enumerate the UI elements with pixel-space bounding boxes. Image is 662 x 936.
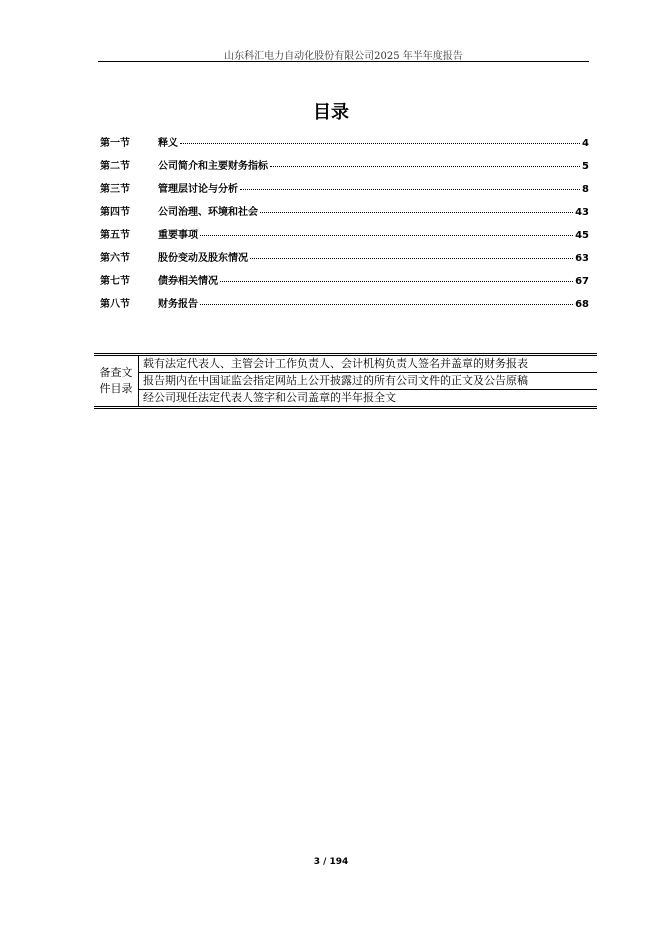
toc-section-number: 第二节: [100, 161, 130, 172]
reference-heading-line: 备查文: [99, 366, 133, 379]
reference-documents-heading: [94, 355, 139, 408]
toc-entry[interactable]: [100, 249, 589, 272]
toc-entry[interactable]: [100, 272, 589, 295]
report-header: 山东科汇电力自动化股份有限公司2025 年半年度报告: [224, 51, 463, 62]
table-of-contents: [100, 134, 589, 318]
toc-leader-dots: [250, 258, 573, 259]
toc-leader-dots: [240, 189, 580, 190]
table-row: [94, 373, 597, 390]
toc-entry[interactable]: [100, 203, 589, 226]
toc-entry[interactable]: [100, 157, 589, 180]
toc-section-number: 第一节: [100, 138, 130, 149]
toc-page-number: 63: [575, 253, 589, 264]
reference-heading-line: 件目录: [99, 382, 133, 395]
toc-section-label[interactable]: 股份变动及股东情况: [158, 253, 248, 264]
toc-section-number: 第七节: [100, 276, 130, 287]
toc-section-label[interactable]: 债券相关情况: [158, 276, 218, 287]
toc-leader-dots: [200, 235, 573, 236]
toc-leader-dots: [260, 212, 573, 213]
toc-entry[interactable]: [100, 134, 589, 157]
toc-entry[interactable]: [100, 295, 589, 318]
reference-document-item: 报告期内在中国证监会指定网站上公开披露过的所有公司文件的正文及公告原稿: [139, 373, 598, 390]
toc-page-number: 67: [575, 276, 589, 287]
toc-entry[interactable]: [100, 180, 589, 203]
table-row: [94, 355, 597, 373]
toc-section-number: 第六节: [100, 253, 130, 264]
reference-document-item: 经公司现任法定代表人签字和公司盖章的半年报全文: [139, 390, 598, 408]
toc-leader-dots: [200, 304, 573, 305]
toc-section-label[interactable]: 公司简介和主要财务指标: [158, 161, 268, 172]
table-row: [94, 390, 597, 408]
toc-section-number: 第八节: [100, 299, 130, 310]
toc-title: 目录: [313, 102, 349, 123]
toc-page-number: 45: [575, 230, 589, 241]
reference-document-item: 载有法定代表人、主管会计工作负责人、会计机构负责人签名并盖章的财务报表: [143, 357, 528, 370]
toc-leader-dots: [180, 143, 580, 144]
toc-page-number: 43: [575, 207, 589, 218]
toc-section-label[interactable]: 重要事项: [158, 230, 198, 241]
reference-documents-table: [94, 353, 597, 409]
toc-page-number: 5: [582, 161, 589, 172]
toc-page-number: 4: [582, 138, 589, 149]
toc-section-label[interactable]: 管理层讨论与分析: [158, 184, 238, 195]
toc-section-number: 第四节: [100, 207, 130, 218]
toc-leader-dots: [270, 166, 580, 167]
header-divider: [98, 61, 589, 62]
toc-section-label[interactable]: 公司治理、环境和社会: [158, 207, 258, 218]
toc-entry[interactable]: [100, 226, 589, 249]
toc-page-number: 68: [575, 299, 589, 310]
toc-leader-dots: [220, 281, 573, 282]
toc-section-number: 第五节: [100, 230, 130, 241]
toc-section-label[interactable]: 释义: [158, 138, 178, 149]
page-number: 3 / 194: [313, 857, 349, 867]
toc-section-label[interactable]: 财务报告: [158, 299, 198, 310]
toc-section-number: 第三节: [100, 184, 130, 195]
toc-page-number: 8: [582, 184, 589, 195]
